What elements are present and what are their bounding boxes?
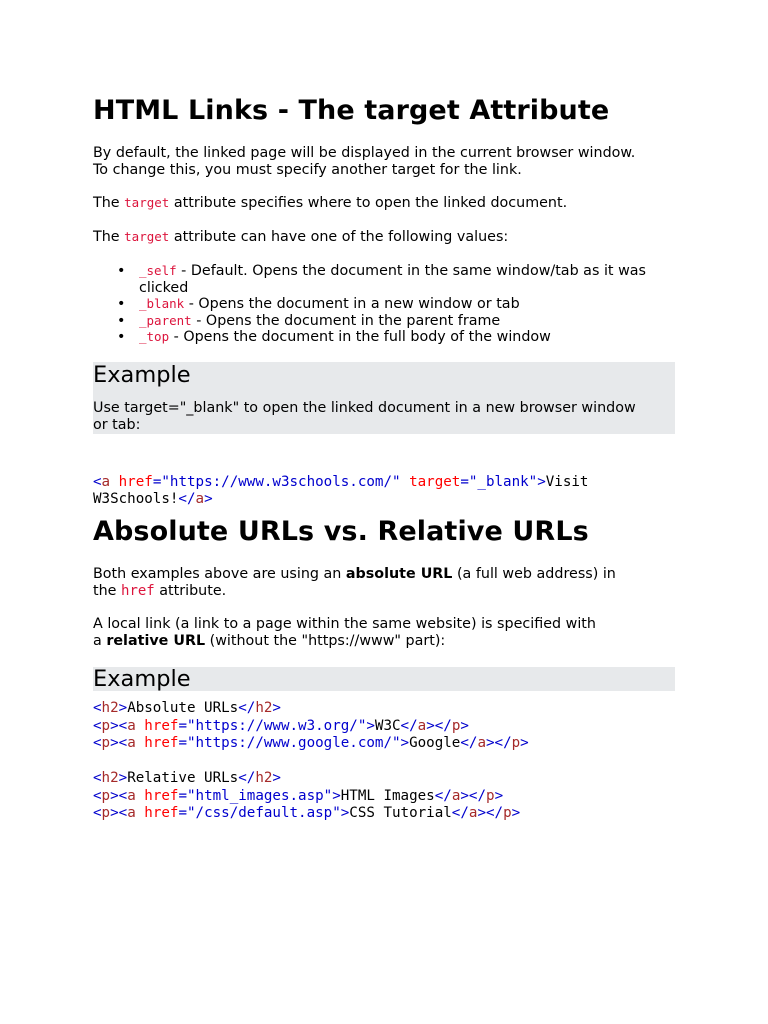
code-token: <	[93, 717, 102, 734]
text: attribute.	[154, 582, 227, 599]
text: - Opens the document in the parent frame	[191, 312, 501, 329]
code-token: a	[451, 787, 461, 804]
inline-code-target: target	[124, 195, 170, 210]
inline-code-top: _top	[139, 329, 170, 344]
absolute-url-line-1	[93, 566, 616, 583]
code-token: >	[340, 805, 350, 821]
code-token: "https://www.google.com/"	[187, 735, 401, 751]
text: (without the "https://www" part):	[205, 632, 446, 649]
code-token: <	[118, 787, 128, 804]
intro-line-1: By default, the linked page will be displayed in the current browser window.	[93, 145, 636, 161]
code-token: target	[400, 474, 461, 490]
example-box	[93, 362, 675, 434]
code-token: a	[468, 805, 478, 821]
code-token: </	[485, 805, 504, 821]
code-token: href	[135, 735, 179, 751]
code-token: >	[204, 490, 213, 507]
code-token: >	[400, 735, 410, 751]
bullet: •	[117, 312, 126, 329]
code-token: >	[537, 474, 546, 490]
text: attribute specifies where to open the linked document.	[169, 195, 568, 211]
code-token: >	[460, 787, 469, 804]
bullet: •	[117, 296, 126, 312]
code-token: >	[332, 787, 341, 804]
text: The	[93, 195, 125, 211]
code-token: p	[101, 735, 111, 751]
code-token: a	[127, 735, 136, 751]
text: - Default. Opens the document in the same window/tab as it was	[176, 263, 646, 279]
code-token: =	[178, 735, 187, 751]
code-token: href	[110, 474, 153, 490]
text: (a full web address) in	[452, 566, 616, 582]
code-token: "https://www.w3schools.com/"	[161, 474, 401, 490]
code-token: </	[434, 787, 452, 804]
code-token: href	[135, 787, 179, 804]
code-token: <	[93, 474, 102, 490]
code-token: >	[426, 717, 435, 734]
code-token: Absolute URLs	[127, 700, 239, 716]
code-token: <	[118, 805, 128, 821]
code-token: a	[195, 490, 205, 507]
code-token: </	[468, 787, 487, 804]
code-token: <	[93, 805, 102, 821]
bold-text: relative URL	[106, 632, 206, 649]
code-token: Visit	[545, 474, 589, 490]
code-token: <	[118, 717, 128, 734]
text: attribute can have one of the following values:	[169, 229, 509, 245]
code-token: a	[127, 717, 136, 734]
code-token: >	[118, 700, 128, 716]
code-token: =	[152, 474, 162, 490]
section-title-absolute-relative: Absolute URLs vs. Relative URLs	[93, 516, 589, 547]
text: clicked	[139, 279, 189, 296]
code-token: >	[118, 770, 128, 786]
relative-url-line-2	[93, 633, 596, 650]
code-token: Relative URLs	[127, 770, 239, 786]
code-token: </	[238, 700, 256, 716]
code-token: h2	[255, 770, 273, 786]
text: - Opens the document in a new window or tab	[184, 296, 520, 312]
code-token: h2	[101, 700, 119, 716]
example-heading: Example	[93, 362, 191, 388]
code-token: a	[127, 805, 136, 821]
code-token: p	[511, 735, 521, 751]
intro-line-2: To change this, you must specify another target for the link.	[93, 161, 522, 178]
bullet: •	[117, 263, 126, 279]
example-box-2	[93, 667, 675, 691]
code-token: </	[400, 717, 418, 734]
code-token: CSS Tutorial	[349, 805, 452, 821]
code-token: =	[178, 805, 187, 821]
code-token: </	[494, 735, 512, 751]
code-token: <	[93, 770, 102, 786]
code-token: a	[101, 474, 111, 490]
code-token: =	[178, 787, 187, 804]
code-token: </	[238, 770, 256, 786]
code-token: HTML Images	[340, 787, 435, 804]
code-token: </	[178, 490, 196, 507]
text: the	[93, 582, 122, 599]
code-token: =	[178, 717, 187, 734]
code-token: >	[460, 717, 469, 734]
list-item-top	[93, 329, 676, 346]
code-token: >	[110, 805, 119, 821]
code-token: W3Schools!	[93, 490, 179, 507]
code-token: >	[272, 700, 281, 716]
inline-code-href: href	[121, 582, 155, 599]
text: a	[93, 632, 107, 649]
code-token: p	[101, 787, 111, 804]
text: The	[93, 229, 125, 245]
code-token: >	[110, 735, 119, 751]
inline-code-parent: _parent	[139, 312, 192, 328]
code-token: "_blank"	[468, 474, 538, 490]
code-token: <	[93, 735, 102, 751]
code-token: "html_images.asp"	[187, 787, 333, 804]
absolute-url-line-2	[93, 583, 616, 600]
code-token: p	[503, 805, 512, 821]
code-token: >	[366, 717, 375, 734]
code-token: >	[110, 787, 119, 804]
example-description-line-2: or tab:	[93, 416, 141, 433]
text: Both examples above are using an	[93, 566, 346, 582]
relative-url-paragraph	[93, 616, 596, 649]
code-token: Google	[409, 735, 461, 751]
code-token: W3C	[374, 717, 401, 734]
code-token: h2	[101, 770, 119, 786]
code-token: >	[485, 735, 495, 751]
code-token: >	[520, 735, 529, 751]
code-token: h2	[255, 700, 273, 716]
inline-code-blank: _blank	[139, 296, 185, 311]
code-token: >	[272, 770, 281, 786]
target-description-paragraph	[93, 195, 567, 212]
example-heading: Example	[93, 666, 191, 692]
intro-paragraph	[93, 145, 635, 178]
text: - Opens the document in the full body of the window	[169, 329, 551, 345]
code-token: </	[434, 717, 452, 734]
code-token: <	[118, 735, 128, 751]
code-token: p	[451, 717, 461, 734]
code-token: href	[135, 717, 179, 734]
code-token: a	[127, 787, 136, 804]
code-example-urls	[93, 700, 529, 823]
code-token: <	[93, 700, 102, 716]
code-token: href	[135, 805, 179, 821]
code-token: </	[451, 805, 469, 821]
code-token: >	[511, 805, 521, 821]
list-item-blank	[93, 296, 676, 313]
target-values-list	[93, 263, 676, 346]
bullet: •	[117, 329, 126, 345]
code-token: p	[101, 717, 111, 734]
list-item-self	[93, 263, 676, 296]
inline-code-target: target	[124, 229, 170, 244]
code-example-target-blank	[93, 474, 588, 507]
list-item-parent	[93, 313, 676, 330]
example-description-line-1: Use target="_blank" to open the linked document in a new browser window	[93, 400, 636, 416]
page-title: HTML Links - The target Attribute	[93, 95, 610, 126]
code-token: >	[477, 805, 486, 821]
code-token: </	[460, 735, 478, 751]
code-token: p	[101, 805, 111, 821]
bold-text: absolute URL	[345, 566, 453, 582]
code-token: >	[494, 787, 504, 804]
code-token: p	[486, 787, 495, 804]
code-token: "https://www.w3.org/"	[187, 717, 367, 734]
code-token: "/css/default.asp"	[187, 805, 341, 821]
relative-url-line-1: A local link (a link to a page within the same website) is specified with	[93, 616, 596, 632]
code-token: >	[110, 717, 119, 734]
absolute-url-paragraph	[93, 566, 616, 599]
inline-code-self: _self	[139, 263, 177, 278]
code-token: a	[477, 735, 486, 751]
target-values-intro	[93, 229, 508, 246]
code-token: =	[460, 474, 469, 490]
code-token: a	[417, 717, 427, 734]
code-token: <	[93, 787, 102, 804]
